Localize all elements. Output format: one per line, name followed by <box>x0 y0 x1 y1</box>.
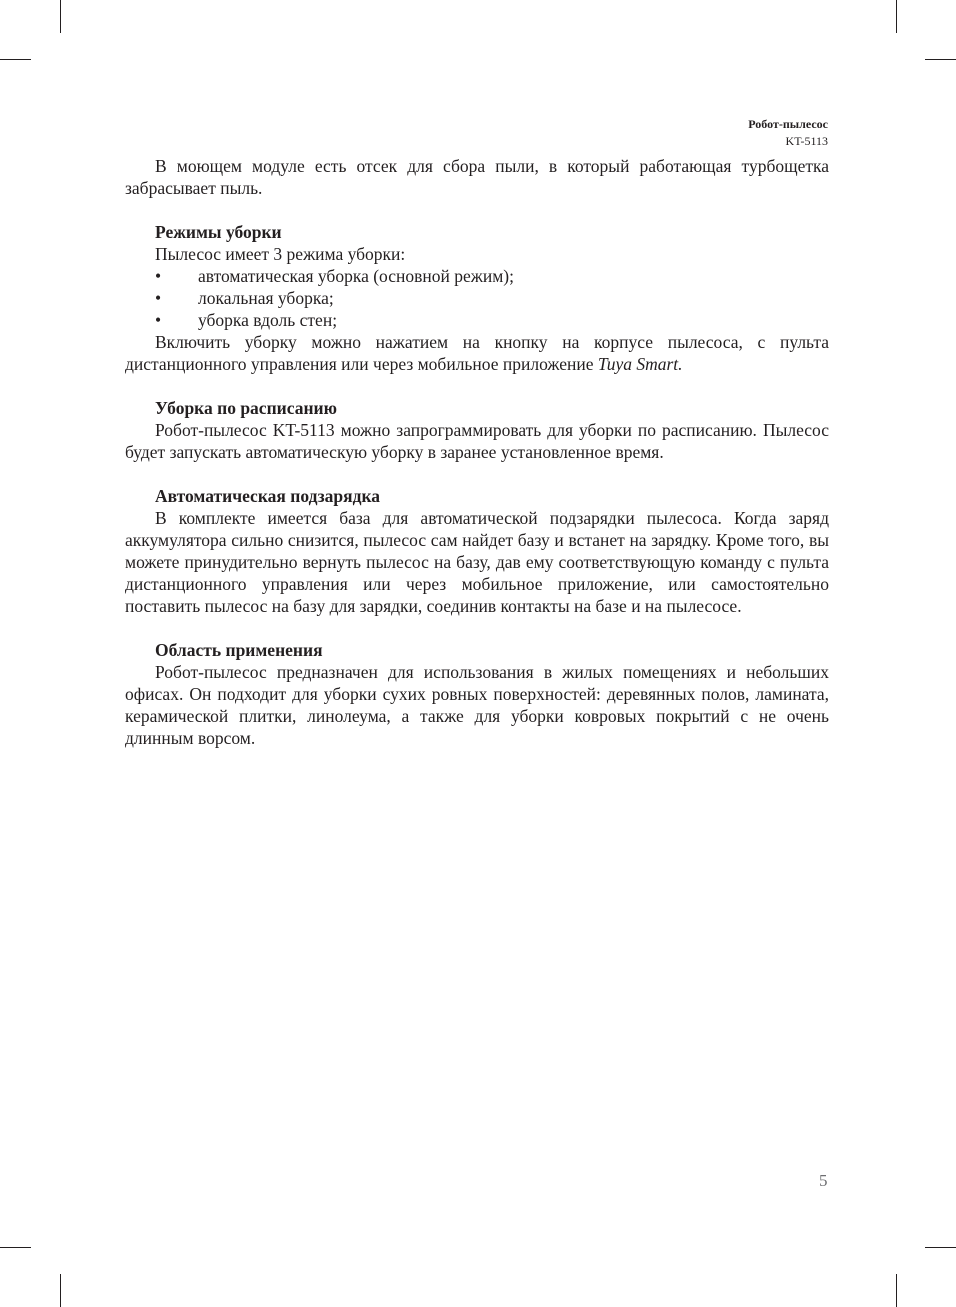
usage-paragraph: Робот-пылесос предназначен для использования в жилых помещениях и небольших офисах. Он подходит для уборки сухих ровных поверхностей: деревянных полов, ламината, керамической плитки, линолеума, а также для уборки ковровых покрытий с не очень длинным ворсом. <box>125 662 829 748</box>
page-body <box>125 155 829 749</box>
bullet-icon: • <box>155 310 162 330</box>
crop-mark-top-left-horizontal <box>0 59 31 60</box>
list-item-text: автоматическая уборка (основной режим); <box>198 266 514 286</box>
charging-paragraph: В комплекте имеется база для автоматической подзарядки пылесоса. Когда заряд аккумулятора сильно снизится, пылесос сам найдет базу и встанет на зарядку. Кроме того, вы можете принудительно вернуть пылесос на базу, дав ему соответствующую команду с пульта дистанционного управления или через мобильное приложение, или самостоятельно поставить пылесос на базу для зарядки, соединив контакты на базе и на пылесосе. <box>125 508 829 616</box>
page-number: 5 <box>819 1171 828 1190</box>
running-header <box>748 116 828 150</box>
section-schedule <box>125 397 829 463</box>
bullet-icon: • <box>155 266 162 286</box>
crop-mark-bottom-left-vertical <box>60 1274 61 1307</box>
crop-mark-bottom-right-horizontal <box>925 1247 956 1248</box>
list-item <box>125 287 829 309</box>
crop-mark-top-right-horizontal <box>925 59 956 60</box>
list-item <box>125 309 829 331</box>
crop-mark-bottom-left-horizontal <box>0 1247 31 1248</box>
heading-auto-charging: Автоматическая подзарядка <box>155 486 381 506</box>
header-model-number: KT-5113 <box>785 134 828 148</box>
modes-control-text: Включить уборку можно нажатием на кнопку на корпусе пылесоса, с пульта дистанционного управления или через мобильное приложение <box>125 332 829 374</box>
list-item <box>125 265 829 287</box>
modes-list <box>125 265 829 331</box>
schedule-paragraph: Робот-пылесос KT-5113 можно запрограммировать для уборки по расписанию. Пылесос будет запускать автоматическую уборку в заранее установленное время. <box>125 420 829 462</box>
heading-schedule: Уборка по расписанию <box>155 398 338 418</box>
section-auto-charging <box>125 485 829 617</box>
crop-mark-top-left-vertical <box>60 0 61 33</box>
section-usage-area <box>125 639 829 749</box>
heading-usage-area: Область применения <box>155 640 323 660</box>
section-cleaning-modes <box>125 221 829 375</box>
header-product-name: Робот-пылесос <box>748 117 828 131</box>
modes-lead-paragraph: Пылесос имеет 3 режима уборки: <box>155 244 406 264</box>
intro-paragraph: В моющем модуле есть отсек для сбора пыли, в который работающая турбощетка забрасывает пыль. <box>125 156 829 198</box>
crop-mark-bottom-right-vertical <box>896 1274 897 1307</box>
heading-cleaning-modes: Режимы уборки <box>155 222 282 242</box>
bullet-icon: • <box>155 288 162 308</box>
crop-mark-top-right-vertical <box>896 0 897 33</box>
modes-control-paragraph <box>125 331 829 375</box>
app-name: Tuya Smart. <box>597 354 683 374</box>
list-item-text: локальная уборка; <box>198 288 334 308</box>
list-item-text: уборка вдоль стен; <box>198 310 338 330</box>
